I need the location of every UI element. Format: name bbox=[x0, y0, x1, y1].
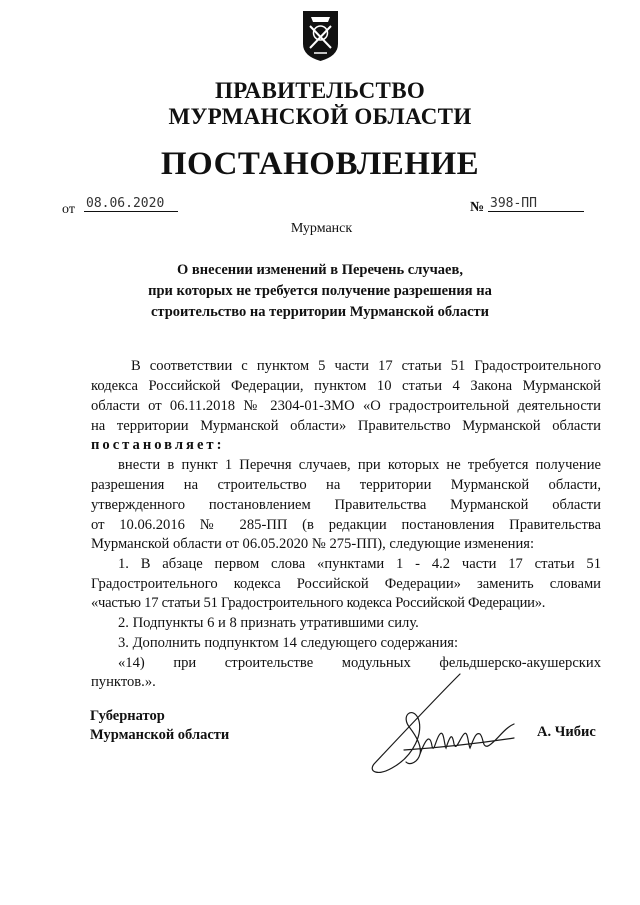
para1-line-2: разрешения на строительство на территории Мурманской области, bbox=[91, 477, 601, 493]
org-name-line1: ПРАВИТЕЛЬСТВО bbox=[214, 78, 426, 103]
intro-line-4: на территории Мурманской области» Правительство Мурманской области bbox=[91, 418, 601, 434]
decree-word: постановляет: bbox=[91, 437, 225, 453]
intro-line-1: В соответствии с пунктом 5 части 17 статьи 51 Градостроительного bbox=[131, 358, 601, 374]
intro-line-2: кодекса Российской Федерации, пунктом 10 статьи 4 Закона Мурманской bbox=[91, 378, 601, 394]
para1-line-5: Мурманской области от 06.05.2020 № 275-ПП), следующие изменения: bbox=[91, 536, 535, 552]
document-number: 398-ПП bbox=[488, 196, 584, 212]
handwritten-signature bbox=[364, 672, 534, 780]
item1-line-3: «частью 17 статьи 51 Градостроительного кодекса Российской Федерации». bbox=[91, 595, 546, 611]
document-type-title: ПОСТАНОВЛЕНИЕ bbox=[160, 146, 480, 182]
item1-line-2: Градостроительного кодекса Российской Федерации» заменить словами bbox=[91, 576, 601, 592]
signatory-title-line2: Мурманской области bbox=[90, 727, 230, 743]
coat-of-arms-emblem-icon bbox=[302, 10, 339, 62]
para1-line-1: внести в пункт 1 Перечня случаев, при которых не требуется получение bbox=[118, 457, 601, 473]
org-name-line2: МУРМАНСКОЙ ОБЛАСТИ bbox=[168, 104, 472, 129]
item3: 3. Дополнить подпунктом 14 следующего содержания: bbox=[118, 635, 459, 651]
number-label: № bbox=[470, 200, 485, 215]
para1-line-3: утвержденного постановлением Правительства Мурманской области bbox=[91, 497, 601, 513]
signatory-title-line1: Губернатор bbox=[90, 708, 165, 724]
intro-line-3: области от 06.11.2018 № 2304-01-ЗМО «О градостроительной деятельности bbox=[91, 398, 601, 414]
city-name: Мурманск bbox=[290, 221, 353, 236]
subject-line-1: О внесении изменений в Перечень случаев, bbox=[177, 262, 463, 278]
para1-line-4: от 10.06.2016 № 285-ПП (в редакции постановления Правительства bbox=[91, 517, 601, 533]
item3-quote-line-1: «14) при строительстве модульных фельдшерско-акушерских bbox=[118, 655, 601, 671]
item2: 2. Подпункты 6 и 8 признать утратившими силу. bbox=[118, 615, 419, 631]
signatory-name: А. Чибис bbox=[537, 724, 596, 740]
subject-line-3: строительство на территории Мурманской области bbox=[150, 304, 490, 320]
document-date: 08.06.2020 bbox=[84, 196, 178, 212]
subject-line-2: при которых не требуется получение разрешения на bbox=[148, 283, 492, 299]
item3-quote-line-2: пунктов.». bbox=[91, 674, 156, 690]
date-label: от bbox=[62, 202, 75, 217]
item1-line-1: 1. В абзаце первом слова «пунктами 1 - 4.2 части 17 статьи 51 bbox=[118, 556, 601, 572]
